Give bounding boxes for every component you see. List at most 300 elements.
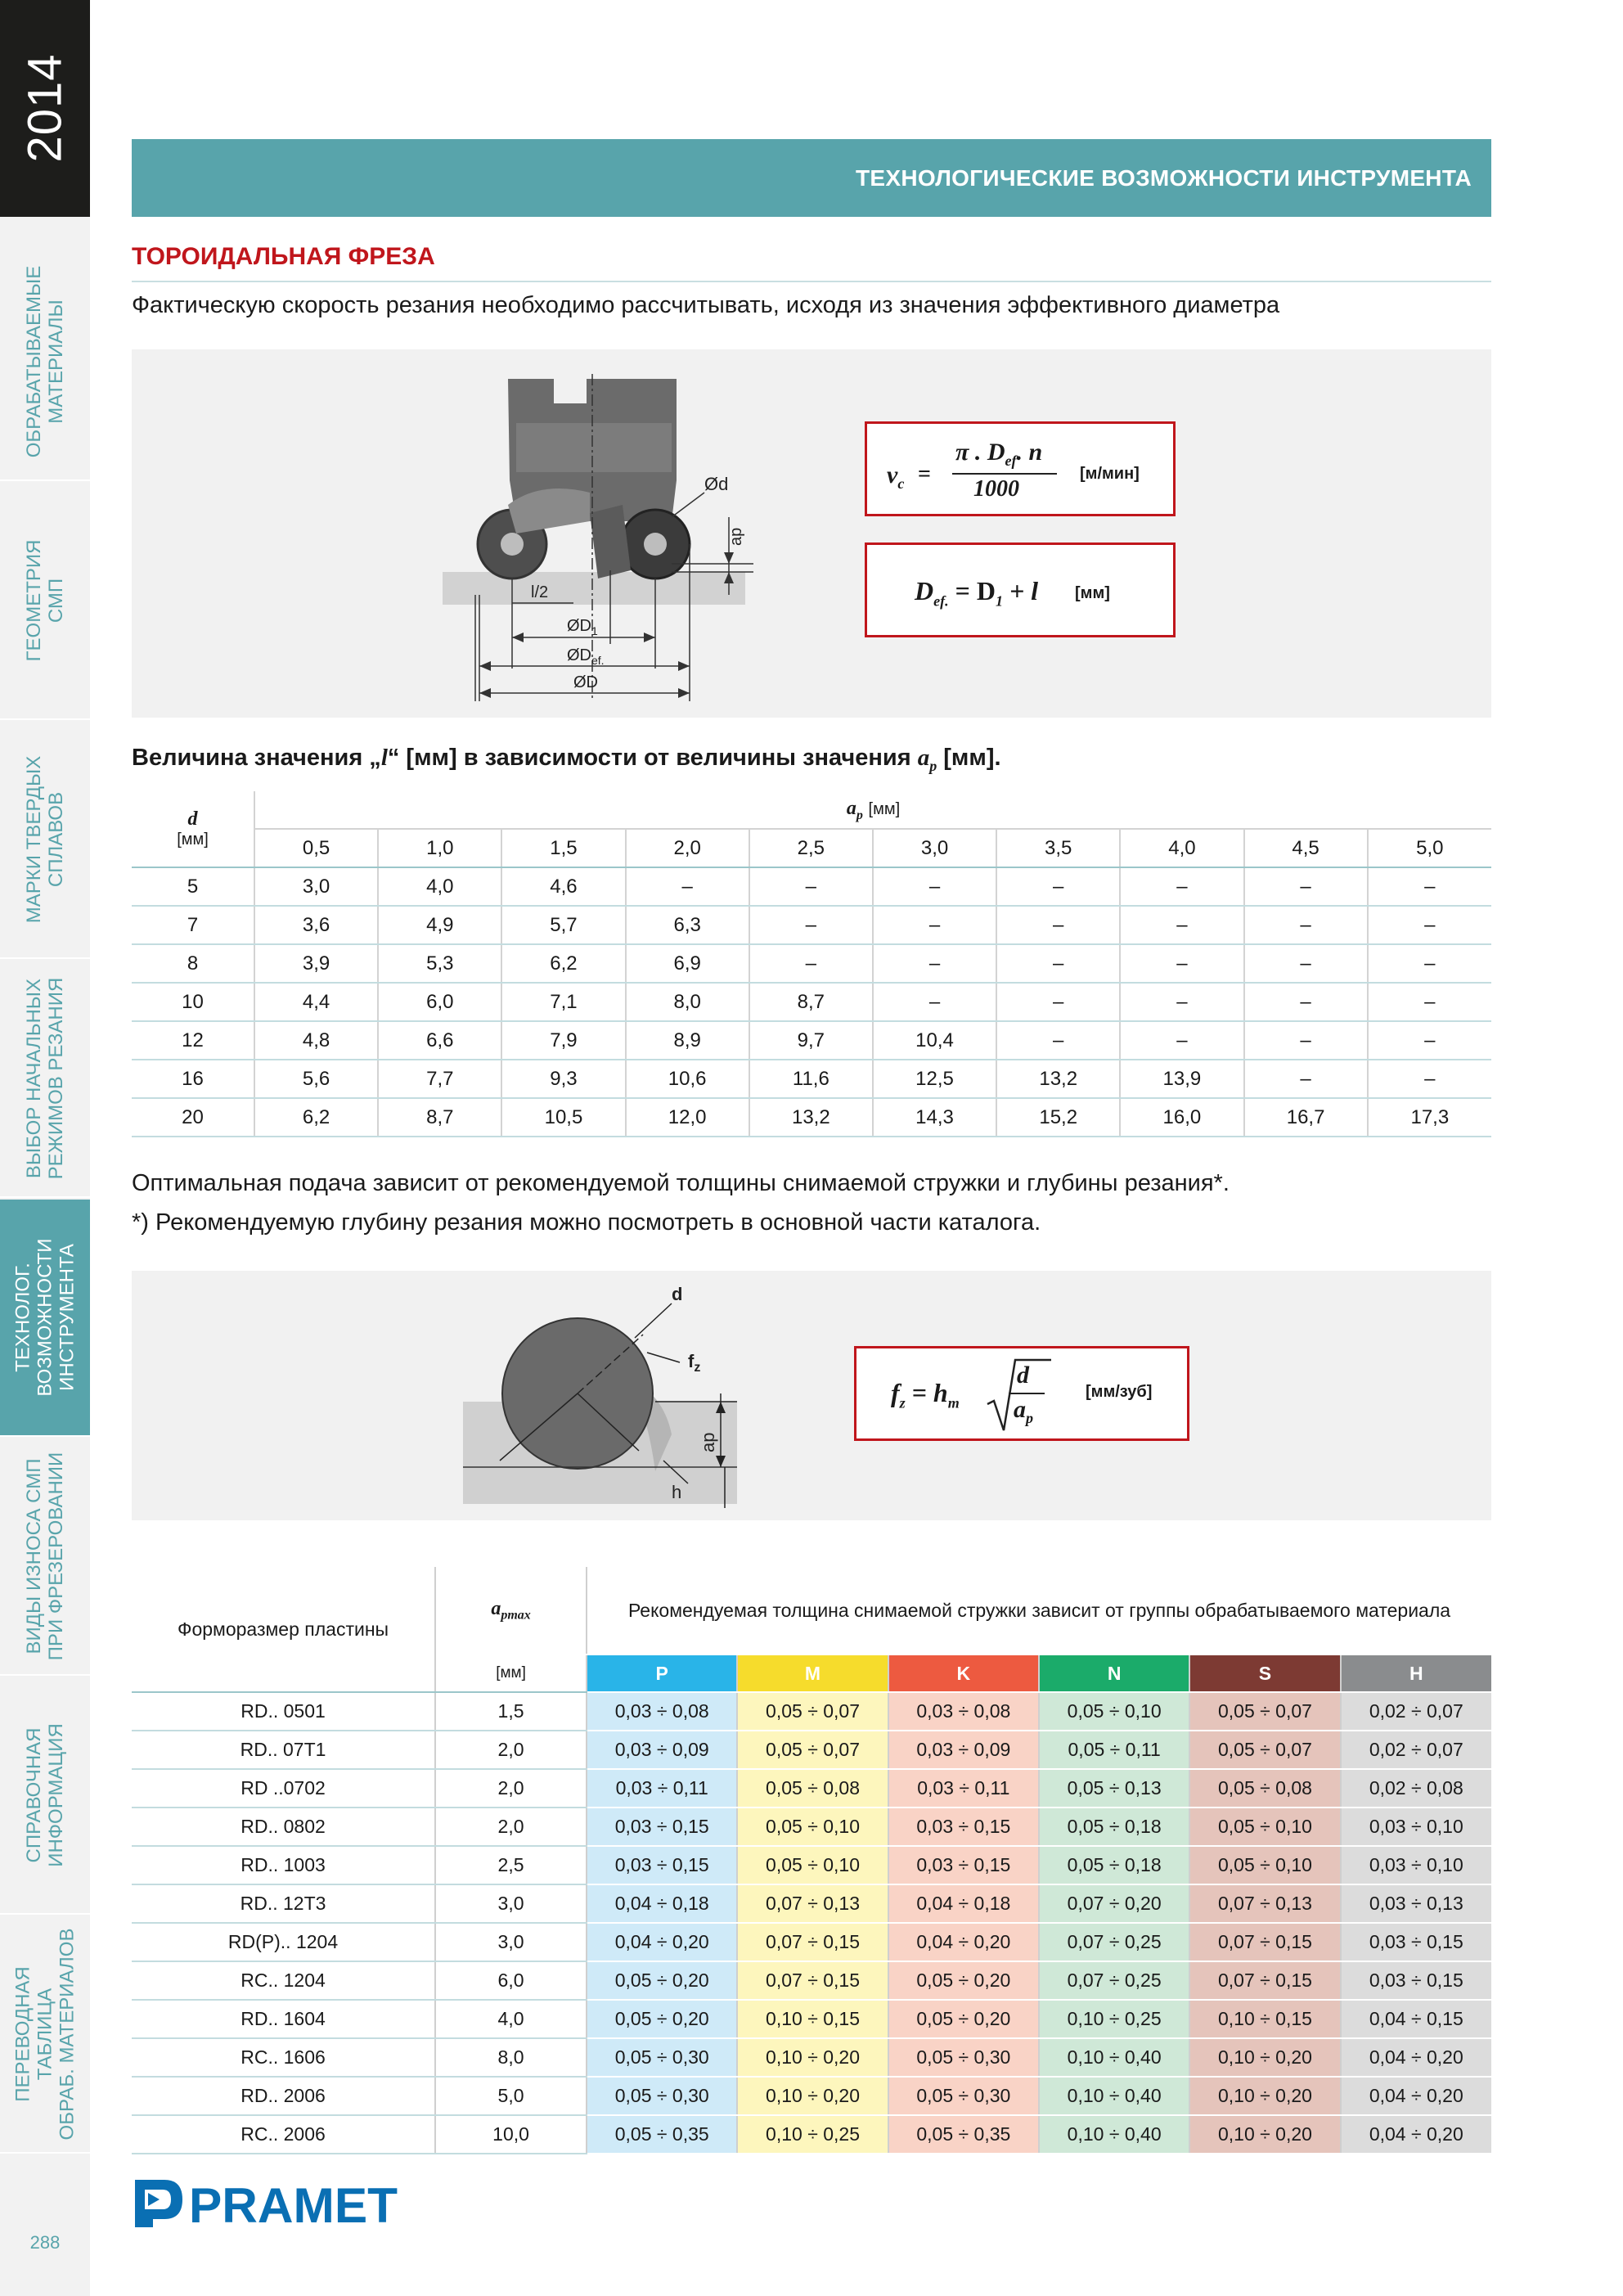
chip-thickness-cell: 0,05 ÷ 0,18 [1039, 1846, 1189, 1884]
table-row [132, 1846, 1491, 1884]
chip-thickness-cell: 0,10 ÷ 0,25 [737, 2115, 888, 2154]
svg-text:fz [688, 1351, 700, 1375]
l-value-cell: 13,2 [749, 1098, 873, 1137]
apmax-cell: 2,0 [435, 1808, 587, 1846]
l-value-cell: 4,9 [378, 906, 501, 944]
l-value-cell: 5,7 [501, 906, 625, 944]
chip-thickness-cell: 0,03 ÷ 0,11 [587, 1769, 737, 1808]
fz-symbol: f [891, 1378, 900, 1407]
chip-thickness-cell: 0,05 ÷ 0,08 [737, 1769, 888, 1808]
l-value-cell: 10,6 [626, 1060, 749, 1098]
table-row [132, 1098, 1491, 1137]
formula-def [865, 542, 1176, 637]
l-value-cell: – [873, 867, 996, 906]
chip-thickness-cell: 0,05 ÷ 0,20 [888, 1961, 1039, 2000]
l-value-cell: 6,0 [378, 983, 501, 1021]
d1-label: ØD [567, 617, 591, 635]
l2-label: l/2 [531, 583, 549, 601]
def-rhs-sub: 1 [995, 592, 1003, 610]
l-value-cell: – [1368, 983, 1491, 1021]
sidebar-item-7[interactable] [0, 1677, 90, 1915]
d1-sub: 1 [591, 624, 598, 637]
page-number: 288 [29, 2232, 61, 2253]
l-value-cell: 5,6 [254, 1060, 378, 1098]
l-value-cell: 8,7 [749, 983, 873, 1021]
d-value-cell: 7 [132, 906, 254, 944]
chip-thickness-cell: 0,03 ÷ 0,11 [888, 1769, 1039, 1808]
chip-thickness-cell: 0,04 ÷ 0,15 [1341, 2000, 1491, 2038]
page-title: ТОРОИДАЛЬНАЯ ФРЕЗА [132, 243, 435, 270]
chip-thickness-cell: 0,04 ÷ 0,20 [587, 1923, 737, 1961]
apmax-cell: 2,0 [435, 1769, 587, 1808]
chip-thickness-cell: 0,10 ÷ 0,25 [1039, 2000, 1189, 2038]
fz-eq: = h [911, 1378, 948, 1407]
table-row [132, 1731, 1491, 1769]
l-value-cell: 5,3 [378, 944, 501, 983]
l-value-cell: 8,7 [378, 1098, 501, 1137]
table-row [132, 983, 1491, 1021]
chip-thickness-cell: 0,10 ÷ 0,20 [1189, 2115, 1340, 2154]
chip-thickness-cell: 0,05 ÷ 0,20 [587, 1961, 737, 2000]
vc-unit: [м/мин] [1080, 465, 1140, 483]
chip-thickness-table [132, 1567, 1491, 2154]
def-symbol: D [915, 576, 934, 606]
table1-title: Величина значения „l“ [мм] в зависимости от величины значения $a_p$ [мм]. [132, 745, 1001, 774]
l-value-cell: – [1368, 1060, 1491, 1098]
ap-value-header: 4,5 [1244, 829, 1368, 867]
chip-thickness-cell: 0,05 ÷ 0,20 [587, 2000, 737, 2038]
vc-num-sub: ef [1005, 452, 1017, 469]
l-value-cell: – [1368, 867, 1491, 906]
fz-fraction-bar [1009, 1393, 1045, 1394]
l-value-cell: 6,2 [501, 944, 625, 983]
table-row [132, 944, 1491, 983]
l-value-cell: 8,9 [626, 1021, 749, 1060]
chip-thickness-cell: 0,03 ÷ 0,15 [888, 1808, 1039, 1846]
table-row [132, 1961, 1491, 2000]
insert-size-cell: RD.. 07T1 [132, 1731, 435, 1769]
chip-thickness-cell: 0,03 ÷ 0,08 [587, 1692, 737, 1731]
chip-thickness-cell: 0,05 ÷ 0,10 [1039, 1692, 1189, 1731]
l-value-cell: 4,8 [254, 1021, 378, 1060]
section-title: ТЕХНОЛОГИЧЕСКИЕ ВОЗМОЖНОСТИ ИНСТРУМЕНТА [855, 165, 1472, 191]
insert-size-cell: RC.. 1204 [132, 1961, 435, 2000]
chip-thickness-cell: 0,07 ÷ 0,20 [1039, 1884, 1189, 1923]
chip-thickness-cell: 0,02 ÷ 0,08 [1341, 1769, 1491, 1808]
chip-thickness-cell: 0,04 ÷ 0,18 [888, 1884, 1039, 1923]
chip-thickness-cell: 0,03 ÷ 0,09 [888, 1731, 1039, 1769]
sidebar-item-5[interactable] [0, 1200, 90, 1437]
sidebar-item-8[interactable] [0, 1916, 90, 2154]
insert-size-cell: RD(P).. 1204 [132, 1923, 435, 1961]
insert-size-cell: RD.. 1003 [132, 1846, 435, 1884]
chip-thickness-cell: 0,10 ÷ 0,40 [1039, 2115, 1189, 2154]
d-value-cell: 12 [132, 1021, 254, 1060]
def-rhs-tail: + l [1009, 576, 1039, 606]
d-value-cell: 8 [132, 944, 254, 983]
chip-thickness-cell: 0,05 ÷ 0,07 [1189, 1692, 1340, 1731]
section-header [132, 139, 1491, 217]
vc-num-pi: π . D [955, 439, 1005, 466]
l-value-cell: 13,2 [996, 1060, 1120, 1098]
ap-values-row [132, 829, 1491, 867]
d-value-cell: 20 [132, 1098, 254, 1137]
vc-symbol: v [887, 461, 898, 488]
title-divider [132, 281, 1491, 282]
D-label: ØD [573, 673, 598, 691]
insert-size-cell: RC.. 1606 [132, 2038, 435, 2077]
sidebar-item-6[interactable] [0, 1438, 90, 1676]
sidebar-item-label: ВЫБОР НАЧАЛЬНЫХ РЕЖИМОВ РЕЗАНИЯ [23, 977, 67, 1180]
ap-value-header: 3,5 [996, 829, 1120, 867]
chip-thickness-cell: 0,04 ÷ 0,20 [1341, 2038, 1491, 2077]
insert-size-cell: RC.. 2006 [132, 2115, 435, 2154]
ap-label: ap [698, 1432, 718, 1452]
ap-value-header: 5,0 [1368, 829, 1491, 867]
l-value-cell: 12,5 [873, 1060, 996, 1098]
l-value-cell: – [1368, 944, 1491, 983]
l-value-cell: – [1244, 983, 1368, 1021]
l-value-cell: – [1244, 944, 1368, 983]
apmax-unit: [мм] [435, 1654, 587, 1692]
d-column-header: d [мм] [132, 791, 254, 867]
l-value-cell: 12,0 [626, 1098, 749, 1137]
l-value-cell: – [1120, 983, 1243, 1021]
formula-vc [865, 421, 1176, 516]
ap-value-header: 4,0 [1120, 829, 1243, 867]
l-value-cell: 13,9 [1120, 1060, 1243, 1098]
ap-value-header: 1,0 [378, 829, 501, 867]
table-row [132, 1923, 1491, 1961]
l-value-cell: 10,4 [873, 1021, 996, 1060]
insert-size-cell: RD.. 0501 [132, 1692, 435, 1731]
chip-thickness-cell: 0,03 ÷ 0,15 [587, 1846, 737, 1884]
chip-thickness-cell: 0,07 ÷ 0,25 [1039, 1961, 1189, 2000]
material-group-p: P [587, 1654, 737, 1692]
chip-thickness-cell: 0,05 ÷ 0,30 [587, 2077, 737, 2115]
chip-thickness-cell: 0,05 ÷ 0,10 [1189, 1808, 1340, 1846]
chip-thickness-cell: 0,02 ÷ 0,07 [1341, 1692, 1491, 1731]
recommended-header: Рекомендуемая толщина снимаемой стружки зависит от группы обрабатываемого материала [587, 1567, 1491, 1654]
table-row [132, 1808, 1491, 1846]
d-value-cell: 16 [132, 1060, 254, 1098]
table-row [132, 1769, 1491, 1808]
l-value-cell: – [1244, 906, 1368, 944]
material-group-s: S [1189, 1654, 1340, 1692]
year-label: 2014 [18, 53, 72, 163]
sidebar-item-label: СПРАВОЧНАЯ ИНФОРМАЦИЯ [23, 1723, 67, 1867]
chip-thickness-cell: 0,04 ÷ 0,20 [1341, 2077, 1491, 2115]
l-value-cell: 4,0 [378, 867, 501, 906]
l-value-cell: 6,2 [254, 1098, 378, 1137]
l-value-cell: – [1244, 867, 1368, 906]
l-value-cell: – [873, 906, 996, 944]
fz-unit: [мм/зуб] [1086, 1383, 1153, 1401]
chip-thickness-cell: 0,07 ÷ 0,15 [737, 1961, 888, 2000]
chip-thickness-cell: 0,07 ÷ 0,25 [1039, 1923, 1189, 1961]
ap-value-header: 2,0 [626, 829, 749, 867]
sidebar-item-2[interactable] [0, 483, 90, 720]
vc-num-n: . n [1016, 439, 1043, 466]
d-value-cell: 10 [132, 983, 254, 1021]
chip-thickness-cell: 0,05 ÷ 0,20 [888, 2000, 1039, 2038]
sidebar [0, 0, 90, 2296]
chip-thickness-cell: 0,10 ÷ 0,15 [1189, 2000, 1340, 2038]
pramet-logo [132, 2175, 402, 2232]
chip-thickness-cell: 0,10 ÷ 0,40 [1039, 2038, 1189, 2077]
vc-den: 1000 [973, 476, 1019, 502]
chip-thickness-cell: 0,10 ÷ 0,40 [1039, 2077, 1189, 2115]
def-sub: ef. [591, 654, 605, 667]
insert-size-cell: RD.. 2006 [132, 2077, 435, 2115]
apmax-cell: 10,0 [435, 2115, 587, 2154]
l-value-cell: 17,3 [1368, 1098, 1491, 1137]
l-value-cell: 8,0 [626, 983, 749, 1021]
pramet-logo-text: PRAMET [189, 2178, 398, 2232]
l-value-cell: – [996, 944, 1120, 983]
chip-thickness-cell: 0,03 ÷ 0,09 [587, 1731, 737, 1769]
chip-thickness-cell: 0,03 ÷ 0,10 [1341, 1808, 1491, 1846]
table-row [132, 867, 1491, 906]
chip-thickness-cell: 0,05 ÷ 0,30 [587, 2038, 737, 2077]
l-value-cell: – [1368, 1021, 1491, 1060]
material-group-k: K [888, 1654, 1039, 1692]
insert-size-cell: RD ..0702 [132, 1769, 435, 1808]
chip-thickness-cell: 0,04 ÷ 0,18 [587, 1884, 737, 1923]
apmax-cell: 8,0 [435, 2038, 587, 2077]
material-group-m: M [737, 1654, 888, 1692]
chip-thickness-cell: 0,05 ÷ 0,07 [1189, 1731, 1340, 1769]
chip-thickness-cell: 0,05 ÷ 0,30 [888, 2077, 1039, 2115]
l-value-cell: 3,6 [254, 906, 378, 944]
intro-text: Фактическую скорость резания необходимо рассчитывать, исходя из значения эффективного диаметра [132, 292, 1280, 318]
hm-sub: m [947, 1394, 960, 1411]
vc-fraction-bar [952, 473, 1057, 475]
d-leader-line [672, 493, 704, 517]
vc-sub: c [897, 475, 905, 492]
apmax-cell: 4,0 [435, 2000, 587, 2038]
l-value-cell: – [1120, 1021, 1243, 1060]
l-value-cell: – [996, 906, 1120, 944]
chip-thickness-cell: 0,03 ÷ 0,15 [1341, 1961, 1491, 2000]
figure-chip-thickness [132, 1271, 1491, 1520]
def-label: ØD [567, 646, 591, 664]
chip-thickness-cell: 0,07 ÷ 0,15 [1189, 1923, 1340, 1961]
l-value-cell: 6,6 [378, 1021, 501, 1060]
chip-thickness-cell: 0,05 ÷ 0,07 [737, 1692, 888, 1731]
chip-thickness-cell: 0,10 ÷ 0,20 [1189, 2038, 1340, 2077]
l-value-cell: 16,0 [1120, 1098, 1243, 1137]
l-value-cell: – [1368, 906, 1491, 944]
sidebar-item-3[interactable] [0, 722, 90, 959]
chip-drawing [132, 1271, 1491, 1520]
svg-text:ØDef. [567, 646, 605, 667]
chip-thickness-cell: 0,10 ÷ 0,20 [1189, 2077, 1340, 2115]
chip-thickness-cell: 0,05 ÷ 0,18 [1039, 1808, 1189, 1846]
l-value-cell: 6,3 [626, 906, 749, 944]
ap-column-header: $a_p$ [мм] [254, 791, 1491, 829]
d-label: d [672, 1284, 683, 1304]
sidebar-item-label: ГЕОМЕТРИЯ СМП [23, 539, 67, 662]
apmax-cell: 1,5 [435, 1692, 587, 1731]
l-value-cell: – [749, 906, 873, 944]
chip-thickness-cell: 0,05 ÷ 0,10 [737, 1846, 888, 1884]
fz-sub: z [694, 1361, 701, 1375]
chip-thickness-cell: 0,10 ÷ 0,15 [737, 2000, 888, 2038]
chip-thickness-cell: 0,05 ÷ 0,10 [737, 1808, 888, 1846]
l-value-cell: – [1244, 1060, 1368, 1098]
l-value-cell: 9,3 [501, 1060, 625, 1098]
l-value-cell: – [873, 944, 996, 983]
formula-fz [854, 1346, 1189, 1441]
chip-thickness-cell: 0,03 ÷ 0,15 [1341, 1923, 1491, 1961]
fz-label: f [688, 1351, 695, 1371]
vc-eq: = [918, 461, 931, 487]
d-value-cell: 5 [132, 867, 254, 906]
l-value-cell: 6,9 [626, 944, 749, 983]
l-value-cell: – [1120, 906, 1243, 944]
l-value-cell: – [1120, 944, 1243, 983]
apmax-cell: 5,0 [435, 2077, 587, 2115]
l-value-cell: – [873, 983, 996, 1021]
chip-thickness-cell: 0,07 ÷ 0,15 [737, 1923, 888, 1961]
l-value-cell: – [749, 867, 873, 906]
l-value-cell: – [1120, 867, 1243, 906]
def-unit: [мм] [1075, 584, 1110, 602]
ap-value-header: 2,5 [749, 829, 873, 867]
chip-thickness-cell: 0,07 ÷ 0,13 [737, 1884, 888, 1923]
chip-thickness-cell: 0,05 ÷ 0,30 [888, 2038, 1039, 2077]
chip-thickness-cell: 0,05 ÷ 0,07 [737, 1731, 888, 1769]
sidebar-item-4[interactable] [0, 961, 90, 1198]
apmax-cell: 2,5 [435, 1846, 587, 1884]
table-row [132, 1884, 1491, 1923]
insert-size-cell: RD.. 1604 [132, 2000, 435, 2038]
l-value-cell: 3,9 [254, 944, 378, 983]
chip-thickness-cell: 0,04 ÷ 0,20 [1341, 2115, 1491, 2154]
insert-size-header: Форморазмер пластины [132, 1567, 435, 1692]
fz-num: d [1017, 1362, 1029, 1389]
fz-den-sub: p [1026, 1410, 1033, 1426]
l-value-cell: 16,7 [1244, 1098, 1368, 1137]
l-value-cell: – [996, 1021, 1120, 1060]
l-value-cell: – [749, 944, 873, 983]
chip-thickness-cell: 0,07 ÷ 0,15 [1189, 1961, 1340, 2000]
chip-thickness-cell: 0,03 ÷ 0,10 [1341, 1846, 1491, 1884]
chip-thickness-cell: 0,05 ÷ 0,10 [1189, 1846, 1340, 1884]
figure-toroidal-cutter [132, 349, 1491, 718]
l-value-cell: – [996, 867, 1120, 906]
ap-label: ap [727, 527, 745, 546]
l-value-cell: 11,6 [749, 1060, 873, 1098]
d-label: Ød [704, 474, 729, 494]
fz-symbol-sub: z [899, 1394, 906, 1411]
sidebar-item-label: ОБРАБАТЫВАЕМЫЕ МАТЕРИАЛЫ [23, 265, 67, 458]
chip-thickness-cell: 0,10 ÷ 0,20 [737, 2077, 888, 2115]
chip-thickness-cell: 0,02 ÷ 0,07 [1341, 1731, 1491, 1769]
material-group-n: N [1039, 1654, 1189, 1692]
ap-value-header: 1,5 [501, 829, 625, 867]
table-row [132, 1692, 1491, 1731]
table-row [132, 1021, 1491, 1060]
feed-text: Оптимальная подача зависит от рекомендуемой толщины снимаемой стружки и глубины резания*. [132, 1170, 1230, 1196]
l-value-cell: 3,0 [254, 867, 378, 906]
l-value-cell: – [996, 983, 1120, 1021]
chip-thickness-cell: 0,05 ÷ 0,11 [1039, 1731, 1189, 1769]
footnote-text: *) Рекомендуемую глубину резания можно посмотреть в основной части каталога. [132, 1209, 1041, 1236]
l-value-cell: 7,1 [501, 983, 625, 1021]
l-value-cell: 7,9 [501, 1021, 625, 1060]
l-value-cell: 4,6 [501, 867, 625, 906]
chip-thickness-cell: 0,03 ÷ 0,13 [1341, 1884, 1491, 1923]
table-row [132, 2115, 1491, 2154]
ap-value-header: 0,5 [254, 829, 378, 867]
d-leader-line [635, 1303, 672, 1338]
insert-size-cell: RD.. 12T3 [132, 1884, 435, 1923]
l-values-table [132, 791, 1491, 1137]
sidebar-item-label: ТЕХНОЛОГ. ВОЗМОЖНОСТИ ИНСТРУМЕНТА [11, 1238, 79, 1397]
chip-thickness-cell: 0,05 ÷ 0,13 [1039, 1769, 1189, 1808]
chip-thickness-cell: 0,05 ÷ 0,08 [1189, 1769, 1340, 1808]
chip-thickness-cell: 0,03 ÷ 0,08 [888, 1692, 1039, 1731]
chip-thickness-cell: 0,07 ÷ 0,13 [1189, 1884, 1340, 1923]
ap-value-header: 3,0 [873, 829, 996, 867]
material-group-h: H [1341, 1654, 1491, 1692]
def-eq: = D [955, 576, 996, 606]
workpiece-shape [443, 572, 745, 605]
chip-thickness-cell: 0,03 ÷ 0,15 [587, 1808, 737, 1846]
chip-thickness-cell: 0,04 ÷ 0,20 [888, 1923, 1039, 1961]
fz-den: a [1014, 1396, 1026, 1423]
sidebar-item-label: ПЕРЕВОДНАЯ ТАБЛИЦА ОБРАБ. МАТЕРИАЛОВ [11, 1928, 79, 2141]
table-row [132, 2000, 1491, 2038]
apmax-cell: 3,0 [435, 1923, 587, 1961]
table-row [132, 1060, 1491, 1098]
l-value-cell: – [1244, 1021, 1368, 1060]
sidebar-item-label: ВИДЫ ИЗНОСА СМП ПРИ ФРЕЗЕРОВАНИИ [23, 1452, 67, 1661]
fz-leader-line [647, 1353, 680, 1362]
cutter-drawing [132, 349, 1491, 718]
table-row [132, 906, 1491, 944]
l-value-cell: 10,5 [501, 1098, 625, 1137]
chip-thickness-cell: 0,03 ÷ 0,15 [888, 1846, 1039, 1884]
chip-thickness-cell: 0,05 ÷ 0,35 [888, 2115, 1039, 2154]
l-value-cell: – [626, 867, 749, 906]
chip-thickness-cell: 0,10 ÷ 0,20 [737, 2038, 888, 2077]
l-value-cell: 15,2 [996, 1098, 1120, 1137]
insert-size-cell: RD.. 0802 [132, 1808, 435, 1846]
year-block [0, 0, 90, 217]
l-value-cell: 4,4 [254, 983, 378, 1021]
table-row [132, 2038, 1491, 2077]
right-insert-screw-icon [644, 533, 667, 556]
left-insert-screw-icon [501, 533, 524, 556]
l-value-cell: 9,7 [749, 1021, 873, 1060]
sidebar-item-label: МАРКИ ТВЕРДЫХ СПЛАВОВ [23, 755, 67, 924]
apmax-cell: 2,0 [435, 1731, 587, 1769]
apmax-header: $a_{pmax}$ [435, 1567, 587, 1654]
svg-text:ØD1 [567, 617, 598, 637]
table-row [132, 2077, 1491, 2115]
apmax-cell: 6,0 [435, 1961, 587, 2000]
sidebar-item-1[interactable] [0, 244, 90, 481]
cutter-shoulder-shape [516, 423, 672, 472]
l-value-cell: 7,7 [378, 1060, 501, 1098]
chip-thickness-cell: 0,05 ÷ 0,35 [587, 2115, 737, 2154]
h-label: h [672, 1482, 682, 1502]
def-sub-symbol: ef. [933, 592, 949, 610]
apmax-cell: 3,0 [435, 1884, 587, 1923]
